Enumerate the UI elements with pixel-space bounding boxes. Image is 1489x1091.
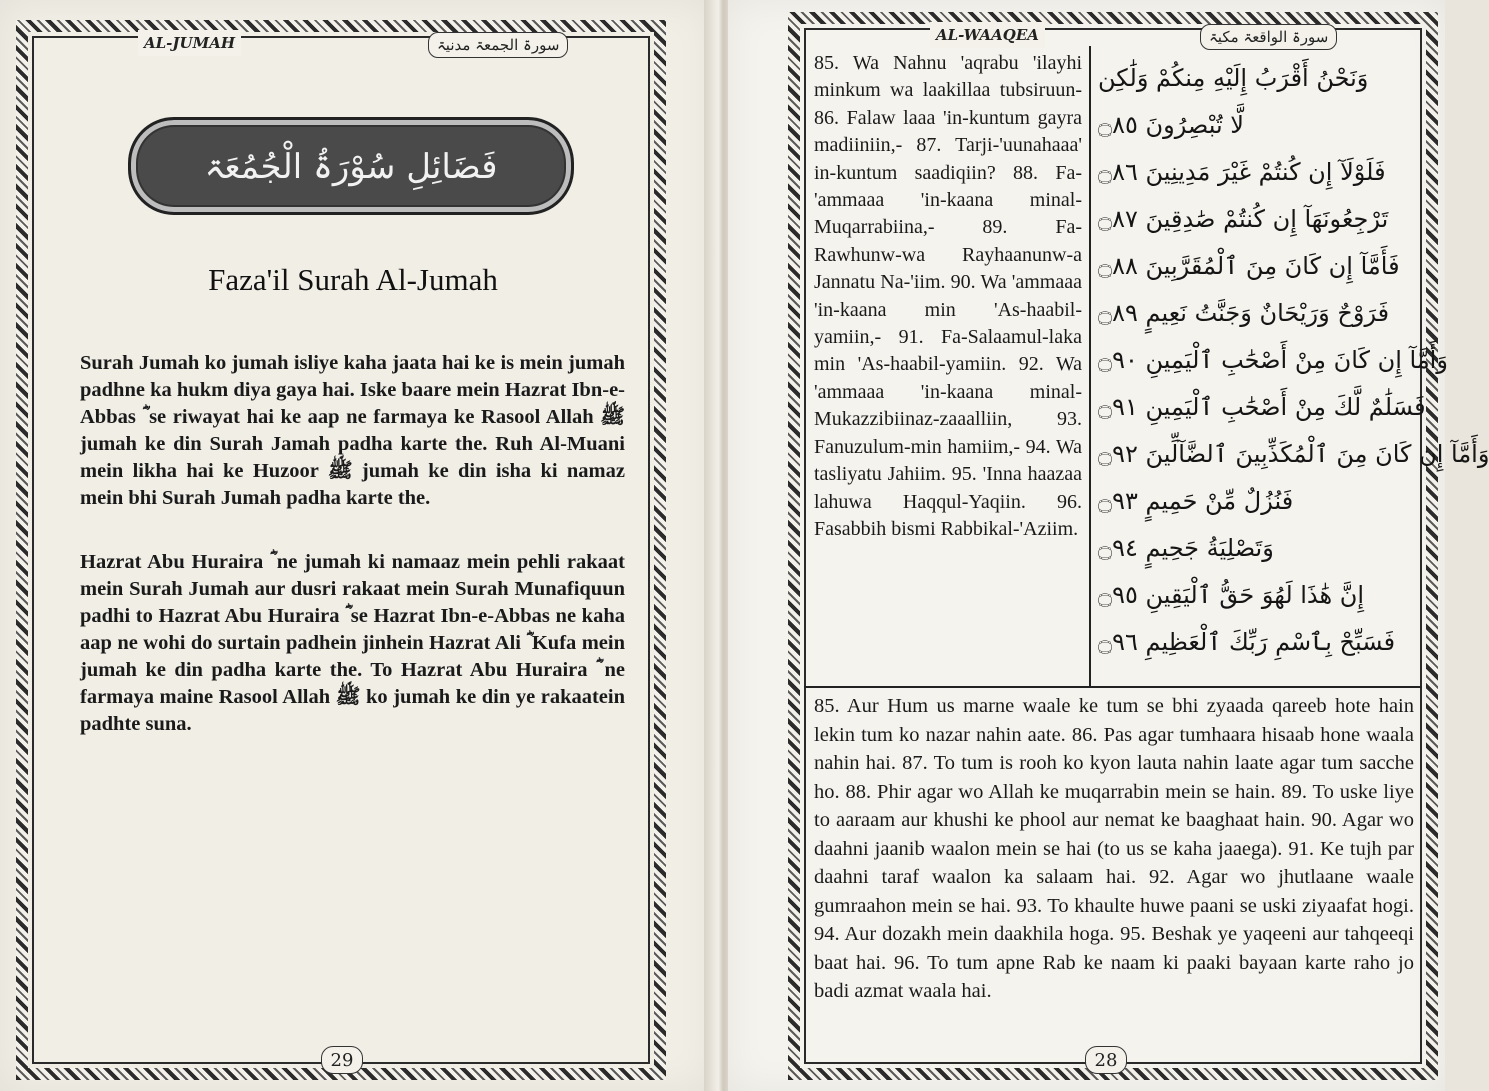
arabic-verse-line: فَرَوْحٌ وَرَيْحَانٌ وَجَنَّتُ نَعِيمٍ ۝٨٩ [1098,298,1390,327]
arabic-verse-line: وَنَحْنُ أَقْرَبُ إِلَيْهِ مِنكُمْ وَلَٰكِن [1098,63,1369,92]
arabic-verse-line: إِنَّ هَٰذَا لَهُوَ حَقُّ ٱلْيَقِينِ ۝٩٥ [1098,580,1365,609]
left-page [0,0,712,1091]
right-page [728,0,1489,1091]
arabic-verse-line: وَأَمَّآ إِن كَانَ مِنَ ٱلْمُكَذِّبِينَ ٱلضَّآلِّينَ ۝٩٢ [1098,439,1489,468]
right-header-arabic: سورۃ الواقعۃ مکیۃ [1200,24,1337,50]
transliteration-column: 85. Wa Nahnu 'aqrabu 'ilayhi minkum wa laakillaa tubsiruun- 86. Falaw laaa 'in-kuntum gayra madiiniin,- 87. Tarji-'uunahaaa' in-kuntum saadiqiin? 88. Fa-'ammaaa 'in-kaana minal-Muqarrabiina,- 89. Fa-Rawhunw-wa Rayhaanunw-a Jannatu Na-'iim. 90. Wa 'ammaaa 'in-kaana min 'As-haabil-yamiin,- 91. Fa-Salaamul-laka min 'As-haabil-yamiin. 92. Wa 'ammaaa 'in-kaana minal-Mukazzibiinaz-zaaalliin, 93. Fanuzulum-min hamiim,- 94. Wa tasliyatu Jahiim. 95. 'Inna haazaa lahuwa Haqqul-Yaqiin. 96. Fasabbih bismi Rabbikal-'Aziim. [814,52,1082,540]
left-page-border [16,20,666,1080]
paragraph-2: Hazrat Abu Huraira ؓ ne jumah ki namaaz mein pehli rakaat mein Surah Jumah aur dusri rakaat mein Surah Munafiquun padhi to Hazrat Abu Huraira ؓ se Hazrat Ibn-e-Abbas ne kaha aap ne wohi do surtain padhein jinhein Hazrat Ali ؓ Kufa mein jumah ke din padha karte the. To Hazrat Abu Huraira ؓ ne farmaya maine Rasool Allah ﷺ ko jumah ke din ye rakaatein padhte suna. [80,551,625,735]
banner-arabic-text: فَضَائِلِ سُوْرَۃُ الْجُمُعَۃ [204,146,498,187]
right-header-title: AL-WAAQEA [930,22,1045,48]
left-header-arabic: سورۃ الجمعۃ مدنیۃ [428,32,568,58]
column-divider [1089,46,1091,686]
left-page-number: 29 [321,1046,363,1074]
arabic-verse-line: فَسَبِّحْ بِٱسْمِ رَبِّكَ ٱلْعَظِيمِ ۝٩٦ [1098,627,1396,656]
surah-banner [128,117,574,215]
arabic-verse-line: لَّا تُبْصِرُونَ ۝٨٥ [1098,110,1244,139]
left-header-title: AL-JUMAH [138,30,241,56]
arabic-verse-column [1098,54,1489,665]
arabic-verse-line: تَرْجِعُونَهَآ إِن كُنتُمْ صَٰدِقِينَ ۝٨٧ [1098,204,1389,233]
paragraph-1: Surah Jumah ko jumah isliye kaha jaata hai ke is mein jumah padhne ka hukm diya gaya hai. Iske baare mein Hazrat Ibn-e-Abbas ؓ se riwayat hai ke aap ne farmaya ke Rasool Allah ﷺ jumah ke din Surah Jamah padha karte the. Ruh Al-Muani mein likha hai ke Huzoor ﷺ jumah ke din isha ki namaz mein bhi Surah Jumah padha karte the. [80,352,625,509]
arabic-verse-line: فَسَلَٰمٌ لَّكَ مِنْ أَصْحَٰبِ ٱلْيَمِينِ ۝٩١ [1098,392,1426,421]
page-title: Faza'il Surah Al-Jumah [208,262,498,297]
right-page-border [788,12,1489,1080]
right-page-number: 28 [1085,1046,1127,1074]
arabic-verse-line: وَأَمَّآ إِن كَانَ مِنْ أَصْحَٰبِ ٱلْيَمِينِ ۝٩٠ [1098,345,1448,374]
arabic-verse-line: فَأَمَّآ إِن كَانَ مِنَ ٱلْمُقَرَّبِينَ ۝٨٨ [1098,251,1400,280]
arabic-verse-line: فَلَوْلَآ إِن كُنتُمْ غَيْرَ مَدِينِينَ ۝٨٦ [1098,157,1386,186]
translation-text: 85. Aur Hum us marne waale ke tum se bhi zyaada qareeb hote hain lekin tum ko nazar nahin aate. 86. Pas agar tumhaara hisaab hone waala nahin hai. 87. To tum is rooh ko kyon lauta nahin laate agar tum sacche ho. 88. Phir agar wo Allah ke muqarrabin mein se hain. 89. To uske liye to aaraam aur khushi ke phool aur nemat ke baaghaat hain. 90. Agar wo daahni jaanib waalon mein se hai (to us se kaha jaaega). 91. Ke tujh par daahni taraf waalon ka salaam hai. 92. Agar wo jhutlaane waale gumraahon mein se hai. 93. To khaulte huwe paani se uski ziyaafat hogi. 94. Aur dozakh mein daakhila hoga. 95. Beshak ye yaqeeni aur tahqeeqi baat hai. 96. To tum apne Rab ke naam ki paaki bayaan karte raho jo badi azmat waala hai. [814,695,1414,1002]
arabic-verse-line: فَنُزُلٌ مِّنْ حَمِيمٍ ۝٩٣ [1098,486,1294,515]
arabic-verse-line: وَتَصْلِيَةُ جَحِيمٍ ۝٩٤ [1098,533,1274,562]
